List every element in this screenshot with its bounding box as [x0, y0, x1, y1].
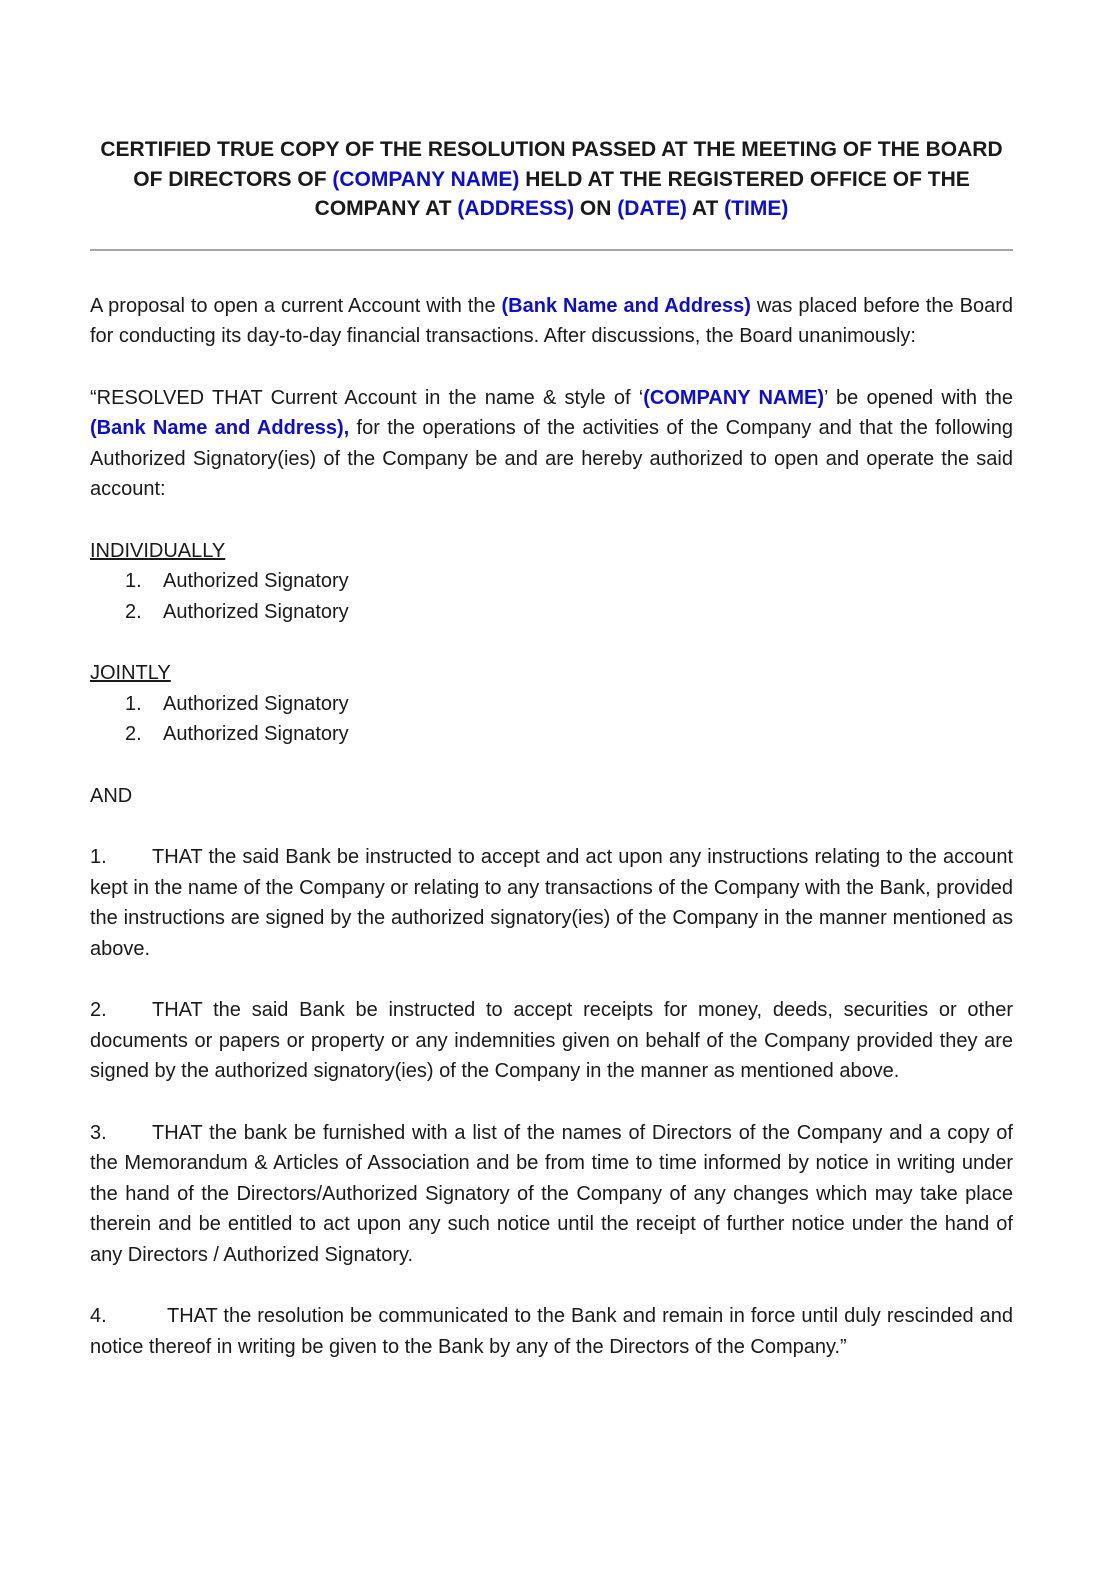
and-connector: AND	[90, 784, 133, 807]
title-divider	[90, 249, 1013, 251]
company-name-placeholder: (COMPANY NAME)	[643, 386, 825, 409]
time-placeholder: (TIME)	[724, 197, 789, 220]
list-item-number: 1.	[125, 692, 142, 715]
resolution-item-1	[90, 842, 1013, 964]
resolution-number: 4.	[90, 1305, 107, 1327]
list-item-label: Authorized Signatory	[163, 600, 349, 623]
list-item	[90, 719, 1013, 750]
title-segment: CERTIFIED TRUE COPY OF THE RESOLUTION PASSED AT THE MEETING OF THE BOARD OF DIRECTORS OF	[100, 138, 1003, 191]
paragraph-text: for the operations of the activities of the Company and that the following Authorized Signatory(ies) of the Company be and are hereby authorized to open and operate the said account:	[90, 417, 1013, 500]
list-item-label: Authorized Signatory	[163, 692, 349, 715]
resolution-text: THAT the bank be furnished with a list of the names of Directors of the Company and a copy of the Memorandum & Articles of Association and be from time to time informed by notice in writing under the hand of the Directors/Authorized Signatory of the Company of any changes which may take place therein and be entitled to act upon any such notice until the receipt of further notice under the hand of any Directors / Authorized Signatory.	[90, 1121, 1013, 1266]
list-item-label: Authorized Signatory	[163, 570, 349, 592]
resolved-paragraph	[90, 383, 1013, 505]
bank-name-placeholder: (Bank Name and Address),	[90, 417, 350, 439]
individually-heading: INDIVIDUALLY	[90, 539, 226, 562]
title-segment: AT	[686, 197, 725, 220]
individually-list	[90, 566, 1013, 627]
jointly-heading: JOINTLY	[90, 662, 171, 684]
paragraph-text: A proposal to open a current Account with the	[90, 294, 502, 317]
resolution-text: THAT the said Bank be instructed to accept receipts for money, deeds, securities or other documents or papers or property or any indemnities given on behalf of the Company provided they are signed by the authorized signatory(ies) of the Company in the manner as mentioned above.	[90, 999, 1013, 1082]
company-name-placeholder: (COMPANY NAME)	[332, 167, 520, 191]
list-item-label: Authorized Signatory	[163, 723, 349, 745]
list-item-number: 1.	[125, 570, 142, 592]
list-item-number: 2.	[125, 600, 142, 623]
resolution-number: 1.	[90, 846, 107, 868]
resolution-text: THAT the said Bank be instructed to accept and act upon any instructions relating to the account kept in the name of the Company or relating to any transactions of the Company with the Bank, provided the instructions are signed by the authorized signatory(ies) of the Company in the manner mentioned as above.	[90, 846, 1013, 960]
bank-name-placeholder: (Bank Name and Address)	[501, 294, 751, 317]
resolution-text: THAT the resolution be communicated to the Bank and remain in force until duly rescinded and notice thereof in writing be given to the Bank by any of the Directors of the Company.”	[90, 1305, 1013, 1358]
document-title	[90, 135, 1013, 224]
paragraph-text: was placed before the Board for conducting its day-to-day financial transactions. After discussions, the Board unanimously:	[90, 294, 1013, 347]
title-segment: ON	[574, 197, 618, 220]
paragraph-text: “RESOLVED THAT Current Account in the name & style of ‘	[90, 386, 644, 409]
resolution-number: 3.	[90, 1121, 107, 1144]
intro-paragraph	[90, 291, 1013, 352]
paragraph-text: ’ be opened with the	[824, 386, 1014, 409]
resolution-item-3	[90, 1118, 1013, 1271]
date-placeholder: (DATE)	[617, 197, 687, 220]
list-item	[90, 689, 1013, 720]
list-item-number: 2.	[125, 723, 142, 745]
list-item	[90, 597, 1013, 628]
title-segment: HELD AT THE REGISTERED OFFICE OF THE COMPANY AT	[314, 167, 970, 220]
address-placeholder: (ADDRESS)	[457, 197, 575, 220]
resolution-item-2	[90, 995, 1013, 1087]
resolution-item-4	[90, 1301, 1013, 1362]
list-item	[90, 566, 1013, 597]
jointly-list	[90, 689, 1013, 750]
resolution-number: 2.	[90, 999, 107, 1021]
